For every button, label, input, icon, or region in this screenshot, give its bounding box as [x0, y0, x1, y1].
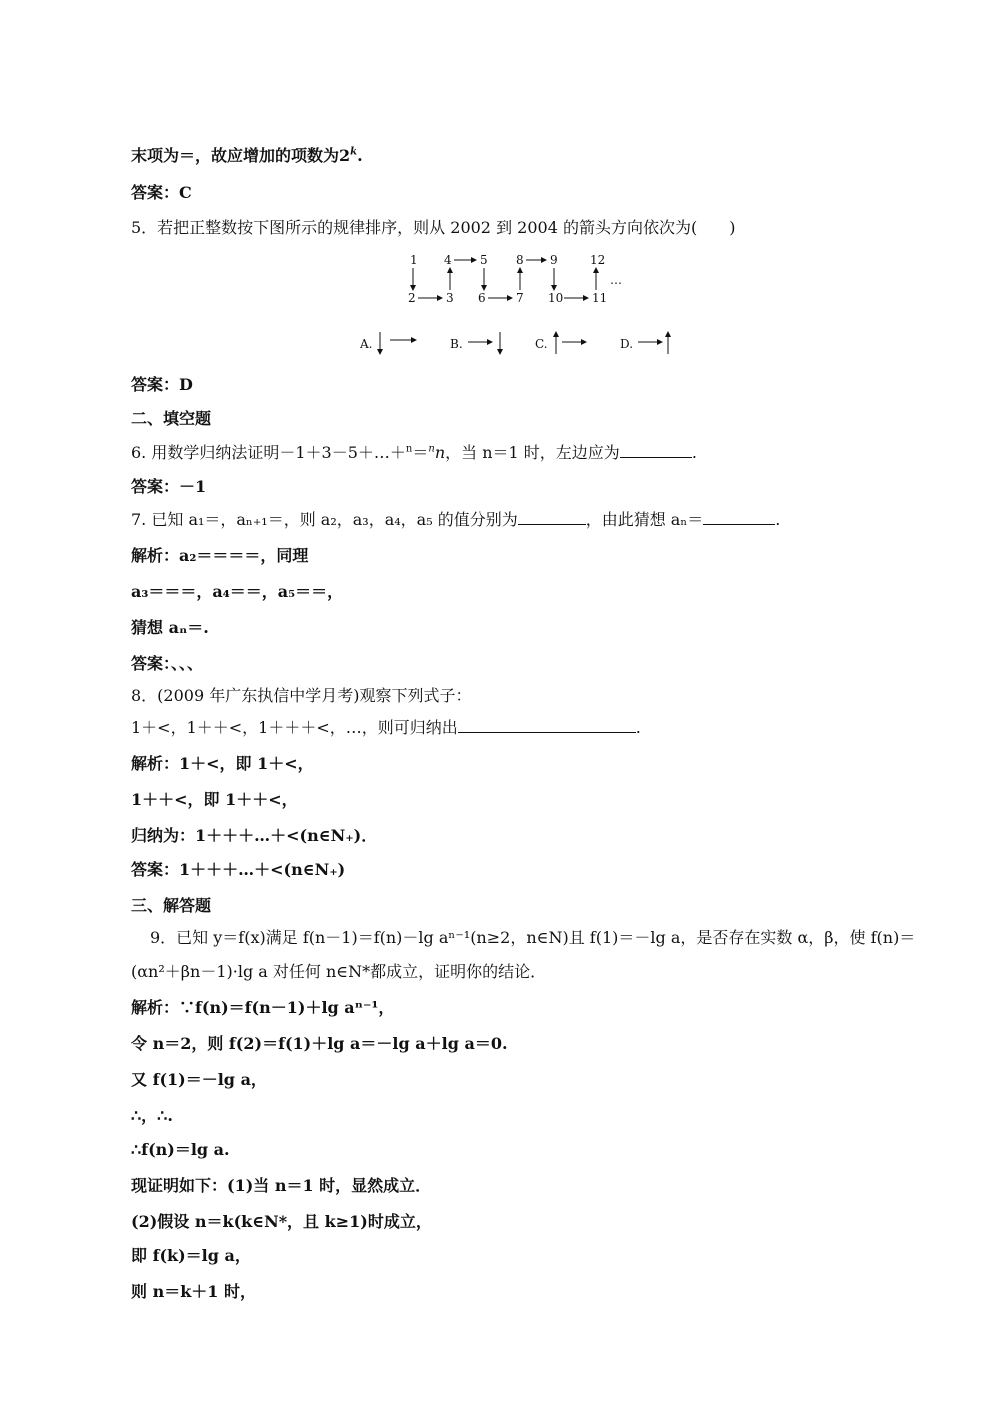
solution-9-line9: 则 n＝k＋1 时，	[131, 1282, 256, 1301]
num-9: 9	[550, 253, 558, 267]
num-2: 2	[408, 291, 416, 305]
num-3: 3	[446, 291, 454, 305]
line-last-term: 末项为＝，故应增加的项数为2$^k$.	[131, 146, 363, 165]
answer-7: 答案：、、、	[131, 654, 204, 673]
option-c: C.	[535, 337, 548, 351]
answer-8: 答案：1＋＋＋…＋<(n∈N₊)	[131, 860, 346, 879]
option-a: A.	[360, 337, 373, 351]
question-7: 7. 已知 a₁＝，aₙ₊₁＝，则 a₂，a₃，a₄，a₅ 的值分别为 ，由此猜想 aₙ＝ .	[131, 510, 781, 529]
solution-9-line1: 解析：∵f(n)＝f(n－1)＋lg aⁿ⁻¹，	[131, 998, 395, 1017]
solution-8-line3: 归纳为：1＋＋＋…＋<(n∈N₊)．	[131, 826, 378, 845]
num-8: 8	[516, 253, 524, 267]
solution-9-line7: (2)假设 n＝k(k∈N*，且 k≥1)时成立，	[131, 1212, 432, 1231]
solution-8-line1: 解析：1＋<，即 1＋<，	[131, 754, 314, 773]
section-solve: 三、解答题	[131, 896, 212, 915]
num-6: 6	[478, 291, 486, 305]
answer-6: 答案：－1	[131, 477, 207, 496]
question-9-cont: (αn²＋βn－1)·lg a 对任何 n∈N*都成立，证明你的结论．	[131, 962, 547, 981]
section-fill-in: 二、填空题	[131, 409, 212, 428]
solution-7-line3: 猜想 aₙ＝.	[131, 618, 209, 637]
arrow-diagram	[360, 250, 670, 365]
solution-7-line2: a₃＝＝＝，a₄＝＝，a₅＝＝，	[131, 582, 344, 601]
solution-8-line2: 1＋＋<，即 1＋＋<，	[131, 790, 298, 809]
solution-9-line6: 现证明如下：(1)当 n＝1 时，显然成立．	[131, 1176, 432, 1195]
num-4: 4	[444, 253, 452, 267]
ellipsis: …	[610, 273, 622, 287]
question-8-cont: 1＋<，1＋＋<，1＋＋＋<，…，则可归纳出 .	[131, 718, 641, 737]
solution-7-line1: 解析：a₂＝＝＝＝，同理	[131, 546, 309, 565]
num-11: 11	[592, 291, 608, 305]
question-8: 8．(2009 年广东执信中学月考)观察下列式子：	[131, 686, 472, 705]
solution-9-line2: 令 n＝2，则 f(2)＝f(1)＋lg a＝－lg a＋lg a＝0.	[131, 1034, 508, 1053]
num-1: 1	[410, 253, 418, 267]
solution-9-line4: ∴，∴.	[131, 1106, 173, 1125]
question-9: 9．已知 y＝f(x)满足 f(n－1)＝f(n)－lg aⁿ⁻¹(n≥2，n∈N)且 f(1)＝－lg a，是否存在实数 α，β，使 f(n)＝	[150, 928, 916, 947]
answer-5: 答案：D	[131, 375, 193, 394]
question-5: 5．若把正整数按下图所示的规律排序，则从 2002 到 2004 的箭头方向依次为( )	[131, 218, 736, 237]
option-d: D.	[620, 337, 634, 351]
answer-4: 答案：C	[131, 183, 192, 202]
solution-9-line3: 又 f(1)＝－lg a，	[131, 1070, 267, 1089]
solution-9-line5: ∴f(n)＝lg a.	[131, 1140, 230, 1159]
num-12: 12	[590, 253, 606, 267]
num-7: 7	[516, 291, 524, 305]
num-5: 5	[480, 253, 488, 267]
num-10: 10	[548, 291, 564, 305]
option-b: B.	[450, 337, 463, 351]
solution-9-line8: 即 f(k)＝lg a，	[131, 1246, 251, 1265]
question-6: 6. 用数学归纳法证明－1＋3－5＋…＋$^n$＝$^n$n，当 n＝1 时，左边应为 .	[131, 443, 697, 462]
